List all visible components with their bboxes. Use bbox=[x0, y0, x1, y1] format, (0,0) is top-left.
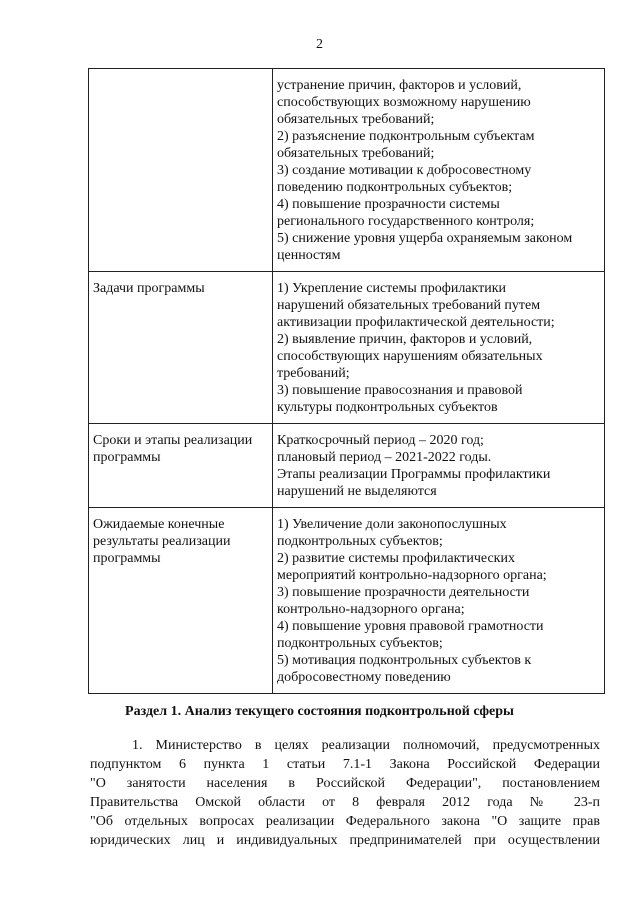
row-label-cell bbox=[89, 272, 273, 424]
row-label: Сроки и этапы реализации bbox=[93, 433, 253, 448]
row-content-cell bbox=[273, 272, 605, 424]
row-label-cell bbox=[89, 508, 273, 694]
content-line: активизации профилактической деятельности; bbox=[277, 315, 555, 330]
paragraph-line: "О занятости населения в Российской Федерации", постановлением bbox=[90, 776, 600, 791]
row-content-cell bbox=[273, 424, 605, 508]
content-line: поведению подконтрольных субъектов; bbox=[277, 180, 513, 195]
row-label: программы bbox=[93, 450, 161, 465]
row-label: результаты реализации bbox=[93, 534, 231, 549]
content-line: 2) развитие системы профилактических bbox=[277, 551, 515, 566]
row-content-cell bbox=[273, 508, 605, 694]
row-label: Ожидаемые конечные bbox=[93, 517, 225, 532]
content-line: обязательных требований; bbox=[277, 146, 435, 161]
content-line: 3) повышение прозрачности деятельности bbox=[277, 585, 530, 600]
content-line: культуры подконтрольных субъектов bbox=[277, 400, 498, 415]
program-passport-table bbox=[88, 68, 605, 694]
table-row bbox=[89, 272, 605, 424]
paragraph-line: "Об отдельных вопросах реализации Федерального закона "О защите прав bbox=[90, 814, 600, 829]
content-line: Краткосрочный период – 2020 год; bbox=[277, 433, 484, 448]
content-line: обязательных требований; bbox=[277, 112, 435, 127]
content-line: Этапы реализации Программы профилактики bbox=[277, 467, 551, 482]
content-line: 1) Укрепление системы профилактики bbox=[277, 281, 507, 296]
content-line: мероприятий контрольно-надзорного органа; bbox=[277, 568, 547, 583]
content-line: регионального государственного контроля; bbox=[277, 214, 535, 229]
row-label: Задачи программы bbox=[93, 281, 205, 296]
content-line: устранение причин, факторов и условий, bbox=[277, 78, 522, 93]
content-line: 4) повышение прозрачности системы bbox=[277, 197, 500, 212]
content-line: нарушений не выделяются bbox=[277, 484, 437, 499]
content-line: плановый период – 2021-2022 годы. bbox=[277, 450, 492, 465]
content-line: способствующих возможному нарушению bbox=[277, 95, 531, 110]
content-line: добросовестному поведению bbox=[277, 670, 451, 685]
content-line: подконтрольных субъектов; bbox=[277, 636, 443, 651]
content-line: 5) мотивация подконтрольных субъектов к bbox=[277, 653, 532, 668]
content-line: ценностям bbox=[277, 248, 341, 263]
row-content-cell bbox=[273, 69, 605, 272]
content-line: контрольно-надзорного органа; bbox=[277, 602, 465, 617]
page-number: 2 bbox=[316, 37, 323, 52]
table-row bbox=[89, 424, 605, 508]
content-line: 3) создание мотивации к добросовестному bbox=[277, 163, 532, 178]
row-label-cell bbox=[89, 69, 273, 272]
row-label-cell bbox=[89, 424, 273, 508]
section-title: Раздел 1. Анализ текущего состояния подконтрольной сферы bbox=[125, 704, 514, 719]
content-line: 2) разъяснение подконтрольным субъектам bbox=[277, 129, 535, 144]
body-paragraph bbox=[90, 736, 600, 850]
row-label: программы bbox=[93, 551, 161, 566]
content-line: 4) повышение уровня правовой грамотности bbox=[277, 619, 544, 634]
content-line: 3) повышение правосознания и правовой bbox=[277, 383, 523, 398]
content-line: нарушений обязательных требований путем bbox=[277, 298, 541, 313]
paragraph-line: 1. Министерство в целях реализации полномочий, предусмотренных bbox=[132, 738, 600, 753]
paragraph-line: юридических лиц и индивидуальных предпринимателей при осуществлении bbox=[90, 833, 600, 848]
content-line: подконтрольных субъектов; bbox=[277, 534, 443, 549]
table-row bbox=[89, 508, 605, 694]
paragraph-line: Правительства Омской области от 8 февраля 2012 года № 23-п bbox=[90, 795, 600, 810]
content-line: 5) снижение уровня ущерба охраняемым законом bbox=[277, 231, 573, 246]
content-line: способствующих нарушениям обязательных bbox=[277, 349, 543, 364]
content-line: 1) Увеличение доли законопослушных bbox=[277, 517, 507, 532]
content-line: 2) выявление причин, факторов и условий, bbox=[277, 332, 533, 347]
table-row bbox=[89, 69, 605, 272]
paragraph-line: подпунктом 6 пункта 1 статьи 7.1-1 Закона Российской Федерации bbox=[90, 757, 600, 772]
content-line: требований; bbox=[277, 366, 350, 381]
